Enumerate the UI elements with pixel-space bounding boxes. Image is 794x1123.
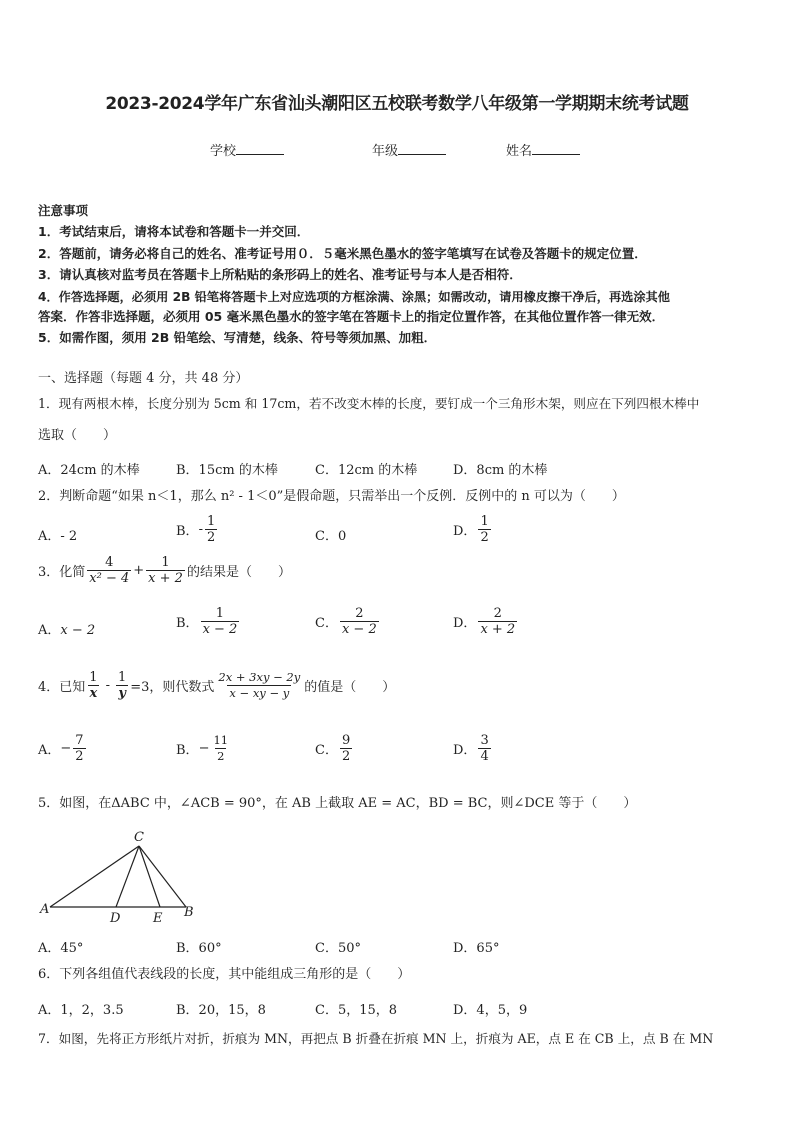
note-item: 5．如需作图，须用 2B 铅笔绘、写清楚，线条、符号等须加黑、加粗． bbox=[38, 330, 437, 345]
note-item: 3．请认真核对监考员在答题卡上所粘贴的条形码上的姓名、准考证号与本人是否相符． bbox=[38, 267, 522, 282]
note-item: 1．考试结束后，请将本试卷和答题卡一并交回． bbox=[38, 224, 310, 239]
q4-option-c[interactable]: C． $\frac{9}{2}$ bbox=[315, 733, 351, 764]
q6-option-b[interactable]: B．20，15，8 bbox=[176, 1003, 266, 1018]
page-title: 2023-2024学年广东省汕头潮阳区五校联考数学八年级第一学期期末统考试题 bbox=[105, 94, 689, 114]
note-item: 4．作答选择题，必须用 2B 铅笔将答题卡上对应选项的方框涂满、涂黑；如需改动，请用橡皮擦干净后，再选涂其他 bbox=[38, 290, 670, 304]
q5-option-b[interactable]: B．60° bbox=[176, 941, 222, 956]
question-5: 5．如图，在ΔABC 中，∠ACB = 90°，在 AB 上截取 AE = AC，BD = BC，则∠DCE 等于（ ） bbox=[38, 796, 637, 811]
section-heading: 一、选择题（每题 4 分，共 48 分） bbox=[38, 371, 249, 386]
segment-cd bbox=[116, 846, 139, 907]
q1-option-b[interactable]: B．15cm 的木棒 bbox=[176, 463, 278, 478]
q3-option-a[interactable]: A．x − 2 bbox=[38, 623, 96, 638]
name-blank[interactable] bbox=[532, 142, 580, 155]
q6-option-c[interactable]: C．5，15，8 bbox=[315, 1003, 398, 1018]
q3-option-c[interactable]: C． $\frac{2}{x - 2}$ bbox=[315, 606, 377, 637]
q2-option-a[interactable]: A．- 2 bbox=[38, 529, 78, 544]
grade-blank[interactable] bbox=[398, 142, 446, 155]
q1-option-a[interactable]: A．24cm 的木棒 bbox=[38, 463, 140, 478]
q4-option-a[interactable]: A．− $\frac{7}{2}$ bbox=[38, 733, 84, 764]
label-a: A bbox=[40, 902, 50, 917]
question-2: 2．判断命题“如果 n＜1，那么 n² - 1＜0”是假命题，只需举出一个反例．反例中的 n 可以为（ ） bbox=[38, 489, 625, 504]
q4-option-b[interactable]: B．− $\frac{11}{2}$ bbox=[176, 733, 229, 763]
q2-option-b[interactable]: B．- $\frac{1}{2}$ bbox=[176, 514, 216, 545]
label-e: E bbox=[153, 911, 163, 926]
q2-option-c[interactable]: C．0 bbox=[315, 529, 347, 544]
question-3: 3．化简 $\frac{4}{\text{x² − 4}}$ + $\frac{1}{x + 2}$ 的结果是（ ） bbox=[38, 555, 291, 586]
q6-option-a[interactable]: A．1，2，3.5 bbox=[38, 1003, 124, 1018]
q1-option-c[interactable]: C．12cm 的木棒 bbox=[315, 463, 418, 478]
grade-field[interactable]: 年级 bbox=[372, 140, 446, 159]
question-1: 1．现有两根木棒，长度分别为 5cm 和 17cm，若不改变木棒的长度，要钉成一个三角形木架，则应在下列四根木棒中 bbox=[38, 396, 700, 411]
q6-option-d[interactable]: D．4，5，9 bbox=[453, 1003, 528, 1018]
school-blank[interactable] bbox=[236, 142, 284, 155]
note-item: 2．答题前，请务必将自己的姓名、准考证号用０．５毫米黑色墨水的签字笔填写在试卷及答题卡的规定位置． bbox=[38, 246, 647, 261]
segment-ce bbox=[139, 846, 160, 907]
q5-option-c[interactable]: C．50° bbox=[315, 941, 361, 956]
segment-bc bbox=[139, 846, 186, 907]
question-7: 7．如图，先将正方形纸片对折，折痕为 MN，再把点 B 折叠在折痕 MN 上，折痕为 AE，点 E 在 CB 上，点 B 在 MN bbox=[38, 1031, 714, 1046]
q1-option-d[interactable]: D．8cm 的木棒 bbox=[453, 463, 548, 478]
q2-option-d[interactable]: D． $\frac{1}{2}$ bbox=[453, 514, 489, 545]
triangle-figure bbox=[38, 826, 208, 926]
q5-option-d[interactable]: D．65° bbox=[453, 941, 500, 956]
question-4: 4．已知 $\frac{1}{x}$ - $\frac{1}{y}$ =3，则代数式 $\frac{2x + 3xy - 2y}{x - xy - y}$ 的值是（ ） bbox=[38, 670, 396, 701]
q3-option-d[interactable]: D． $\frac{2}{x + 2}$ bbox=[453, 606, 516, 637]
q4-option-d[interactable]: D． $\frac{3}{4}$ bbox=[453, 733, 489, 764]
q5-option-a[interactable]: A．45° bbox=[38, 941, 84, 956]
note-item: 答案．作答非选择题，必须用 05 毫米黑色墨水的签字笔在答题卡上的指定位置作答，在其他位置作答一律无效． bbox=[38, 309, 665, 324]
segment-ac bbox=[50, 846, 139, 907]
label-c: C bbox=[134, 830, 144, 845]
question-1-cont: 选取（ ） bbox=[38, 428, 117, 443]
name-field[interactable]: 姓名 bbox=[506, 140, 580, 159]
label-d: D bbox=[110, 911, 121, 926]
notes-heading: 注意事项 bbox=[38, 203, 89, 218]
label-b: B bbox=[184, 905, 194, 920]
q3-option-b[interactable]: B． $\frac{1}{x - 2}$ bbox=[176, 606, 238, 637]
question-6: 6．下列各组值代表线段的长度，其中能组成三角形的是（ ） bbox=[38, 967, 411, 982]
school-field[interactable]: 学校 bbox=[210, 140, 284, 159]
